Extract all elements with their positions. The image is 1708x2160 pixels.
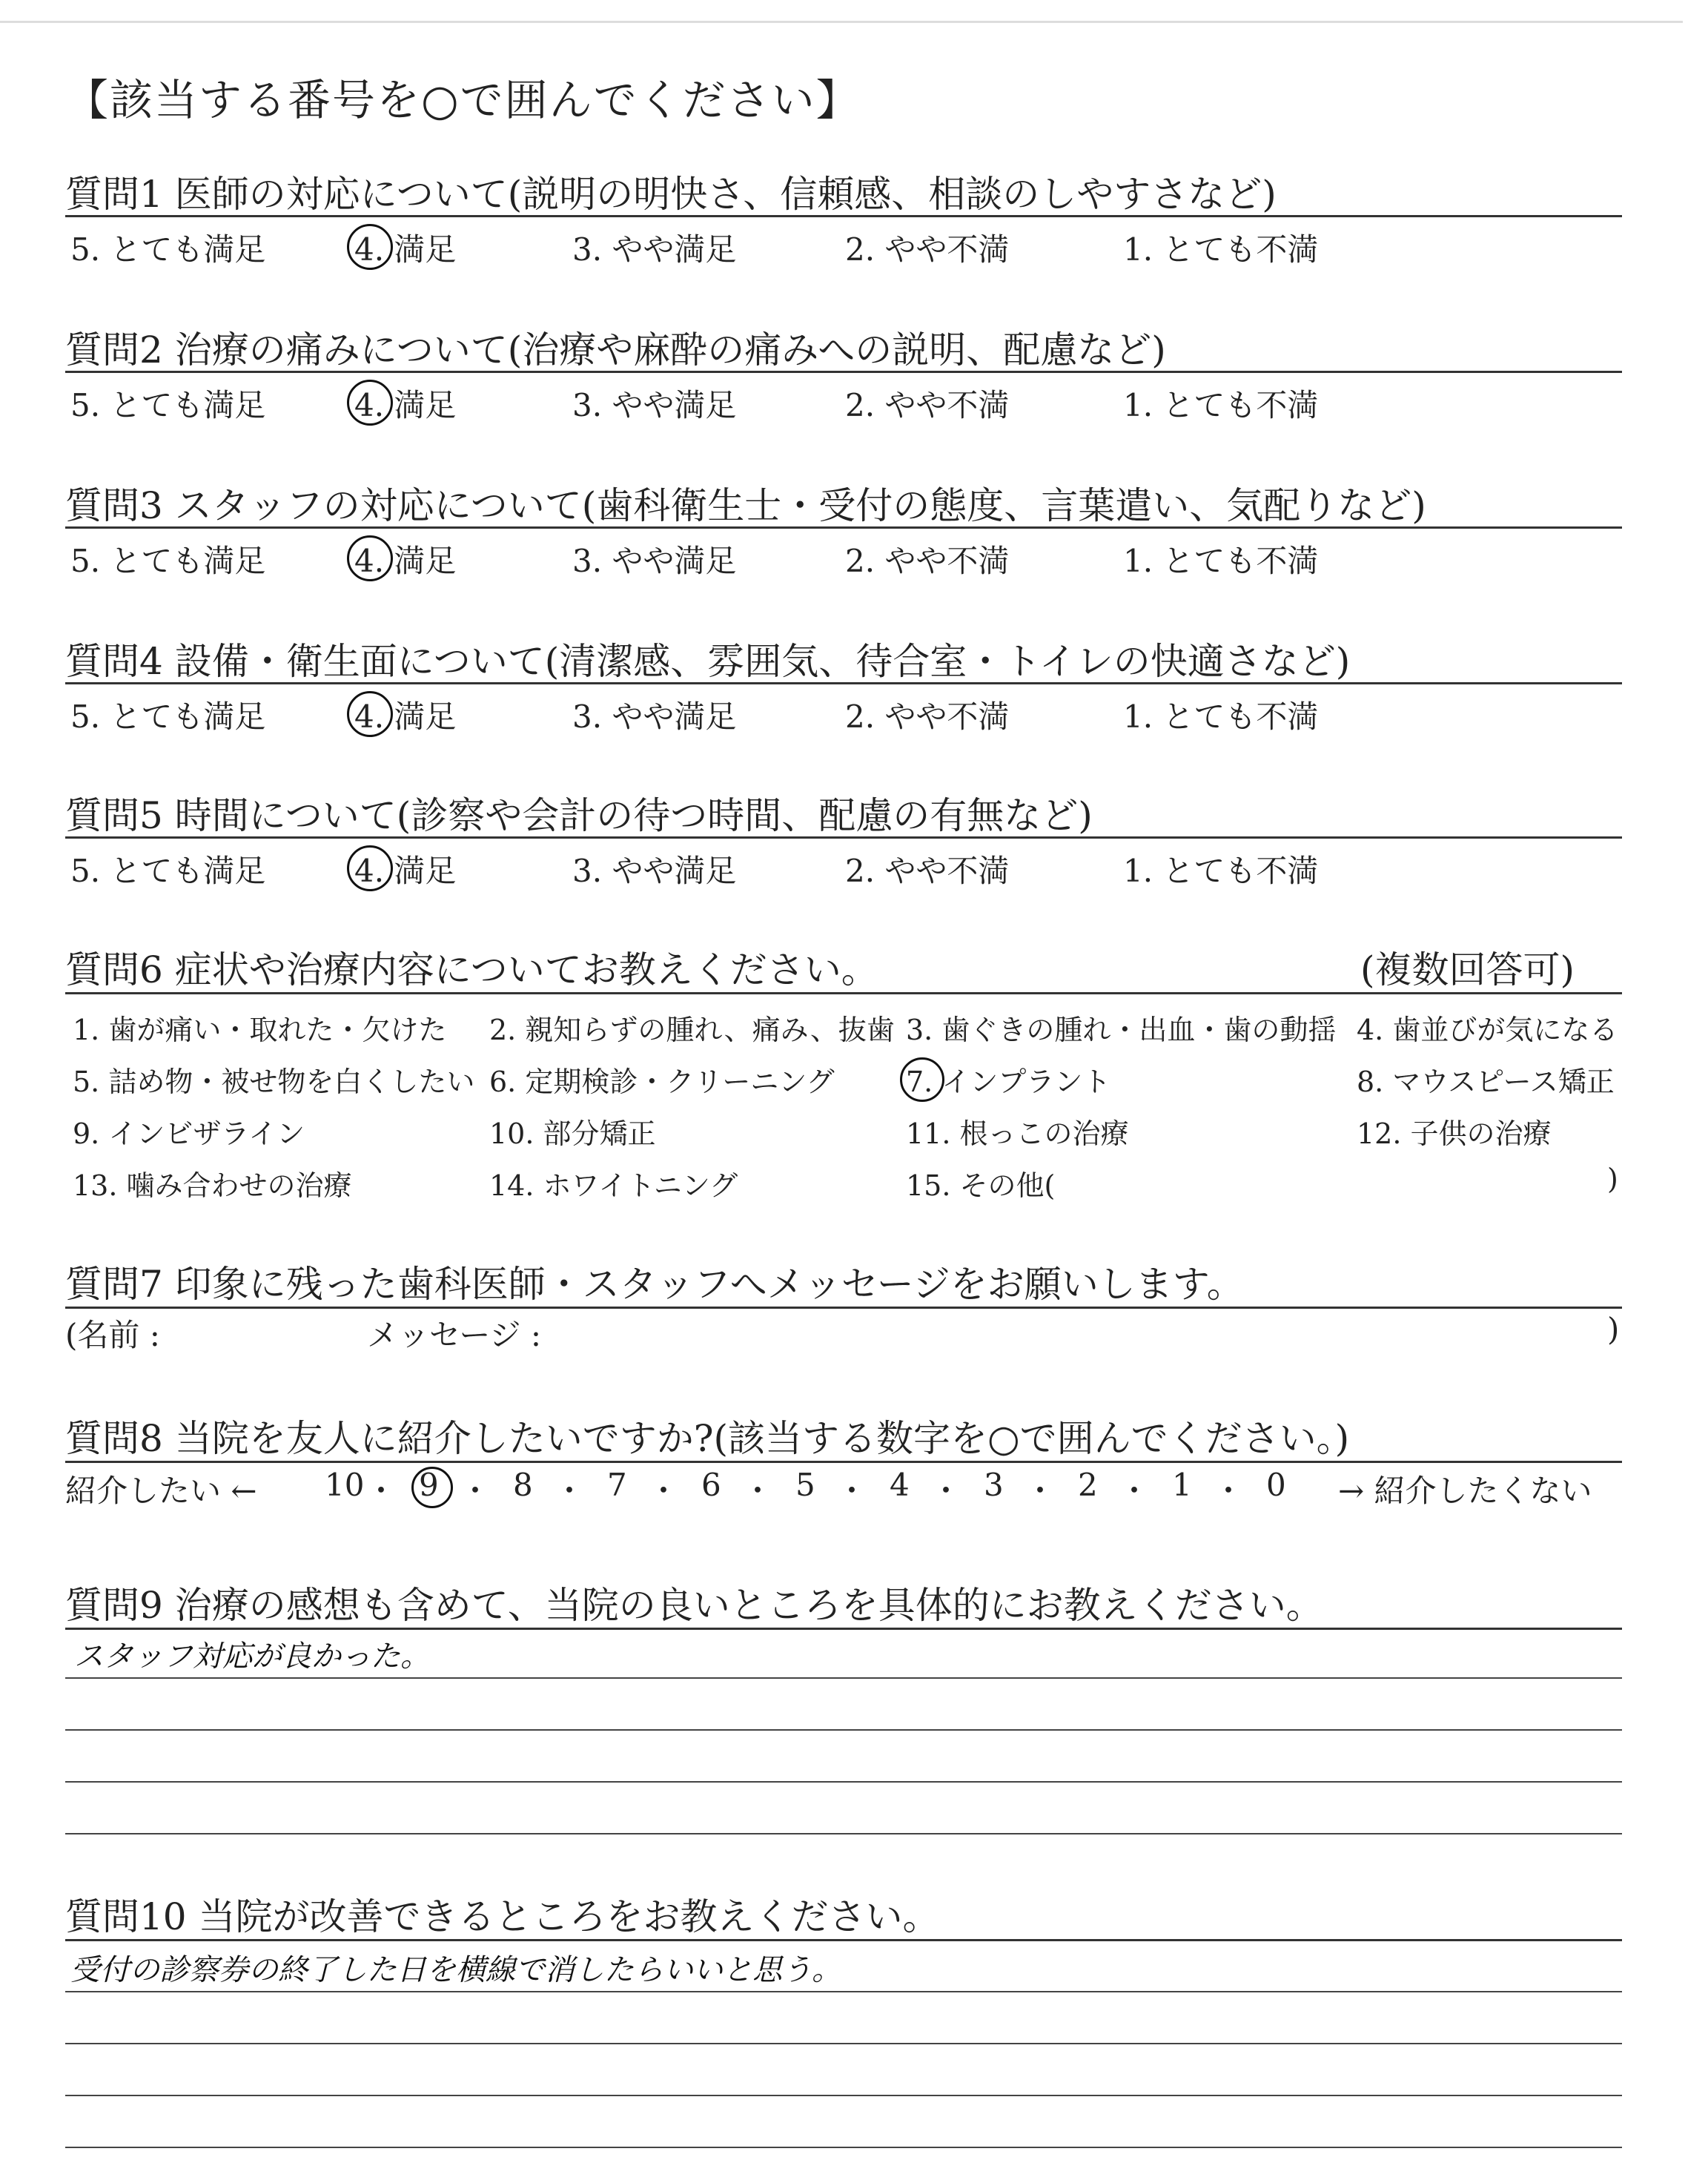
q1-option[interactable]: 1. とても不満 [1123,231,1319,268]
q8-scale-separator: ・ [1025,1473,1056,1509]
q10-rule [65,1939,1622,1941]
q8-scale-separator: ・ [1213,1473,1245,1509]
q2-option[interactable]: 4. 満足 [354,387,457,423]
page-header: 【該当する番号を○で囲んでください】 [65,75,861,125]
q9-write-line [65,1781,1622,1783]
selection-circle-mark [347,535,393,581]
q8-right-label: → 紹介したくない [1338,1473,1592,1509]
q4-option[interactable]: 4. 満足 [354,698,457,735]
selection-circle-mark [347,691,393,737]
q9-write-line [65,1833,1622,1834]
q2-option[interactable]: 1. とても不満 [1123,387,1319,423]
q9-rule [65,1628,1622,1630]
q8-scale-value[interactable]: 5 [795,1467,815,1503]
q2-option[interactable]: 3. やや満足 [572,387,737,423]
q8-scale-value[interactable]: 9 [419,1467,439,1503]
q8-scale-value[interactable]: 6 [701,1467,721,1503]
q8-scale-separator: ・ [836,1473,868,1509]
selection-circle-mark [900,1057,944,1102]
q7-close-paren: ) [1607,1311,1620,1347]
q10-write-line [65,1991,1622,1992]
q4-rule [65,682,1622,684]
q5-option[interactable]: 4. 満足 [354,853,457,889]
q6-option[interactable]: 9. インビザライン [73,1117,305,1150]
q8-scale-value[interactable]: 3 [984,1467,1004,1503]
q1-option[interactable]: 2. やや不満 [845,231,1010,268]
q3-title: 質問3 スタッフの対応について(歯科衛生士・受付の態度、言葉遣い、気配りなど) [65,484,1426,527]
q8-scale-separator: ・ [648,1473,680,1509]
q3-rule [65,526,1622,529]
q2-title: 質問2 治療の痛みについて(治療や麻酔の痛みへの説明、配慮など) [65,328,1166,371]
q3-option[interactable]: 3. やや満足 [572,543,737,579]
q8-scale-value[interactable]: 4 [890,1467,910,1503]
q8-scale-value[interactable]: 2 [1078,1467,1098,1503]
q5-option[interactable]: 5. とても満足 [70,853,266,889]
q9-write-line [65,1729,1622,1731]
q1-title: 質問1 医師の対応について(説明の明快さ、信頼感、相談のしやすさなど) [65,173,1277,216]
q8-scale-value[interactable]: 10 [325,1467,365,1503]
selection-circle-mark [347,224,393,270]
q6-rule [65,992,1622,994]
selection-circle-mark [411,1467,453,1508]
q8-scale-separator: ・ [1119,1473,1151,1509]
q7-name-label: (名前 : [65,1317,160,1353]
q5-rule [65,836,1622,839]
q6-option[interactable]: 4. 歯並びが気になる [1357,1014,1618,1046]
q6-option[interactable]: 2. 親知らずの腫れ、痛み、抜歯 [489,1014,895,1046]
selection-circle-mark [347,845,393,891]
q7-message-label: メッセージ : [367,1317,541,1353]
q9-title: 質問9 治療の感想も含めて、当院の良いところを具体的にお教えください。 [65,1584,1323,1627]
q10-write-line [65,2043,1622,2044]
q3-option[interactable]: 1. とても不満 [1123,543,1319,579]
q6-option[interactable]: 10. 部分矯正 [489,1117,656,1150]
q2-option[interactable]: 5. とても満足 [70,387,266,423]
q4-option[interactable]: 5. とても満足 [70,698,266,735]
q8-scale-separator: ・ [460,1473,491,1509]
q1-option[interactable]: 5. とても満足 [70,231,266,268]
q9-write-line [65,1677,1622,1679]
q4-option[interactable]: 3. やや満足 [572,698,737,735]
q7-title: 質問7 印象に残った歯科医師・スタッフへメッセージをお願いします。 [65,1263,1244,1306]
q10-title: 質問10 当院が改善できるところをお教えください。 [65,1895,940,1938]
q4-option[interactable]: 2. やや不満 [845,698,1010,735]
q6-option[interactable]: 14. ホワイトニング [489,1169,738,1202]
q6-option[interactable]: 3. 歯ぐきの腫れ・出血・歯の動揺 [906,1014,1337,1046]
q10-write-line [65,2147,1622,2148]
q8-scale-value[interactable]: 1 [1172,1467,1192,1503]
q8-left-label: 紹介したい ← [65,1473,257,1509]
q5-option[interactable]: 1. とても不満 [1123,853,1319,889]
q6-option[interactable]: 15. その他( [906,1169,1056,1202]
q1-option[interactable]: 3. やや満足 [572,231,737,268]
q6-title: 質問6 症状や治療内容についてお教えください。 [65,948,878,991]
top-border [0,21,1683,23]
q5-title: 質問5 時間について(診察や会計の待つ時間、配慮の有無など) [65,794,1093,837]
q6-option[interactable]: 12. 子供の治療 [1357,1117,1552,1150]
q3-option[interactable]: 5. とても満足 [70,543,266,579]
q7-rule [65,1307,1622,1309]
q6-option[interactable]: 6. 定期検診・クリーニング [489,1066,835,1098]
q6-option[interactable]: 13. 噛み合わせの治療 [73,1169,352,1202]
q8-scale-value[interactable]: 0 [1266,1467,1286,1503]
q1-option[interactable]: 4. 満足 [354,231,457,268]
q1-rule [65,215,1622,217]
q5-option[interactable]: 2. やや不満 [845,853,1010,889]
q6-option[interactable]: 7. インプラント [906,1066,1111,1098]
q9-handwritten-answer: スタッフ対応が良かった。 [74,1639,430,1674]
q3-option[interactable]: 4. 満足 [354,543,457,579]
q8-scale-value[interactable]: 7 [607,1467,627,1503]
q8-scale-separator: ・ [930,1473,962,1509]
q6-note: (複数回答可) [1360,948,1575,991]
q6-option[interactable]: 11. 根っこの治療 [906,1117,1129,1150]
q6-option[interactable]: 1. 歯が痛い・取れた・欠けた [73,1014,447,1046]
q8-scale-separator: ・ [365,1473,397,1509]
selection-circle-mark [347,380,393,426]
q2-option[interactable]: 2. やや不満 [845,387,1010,423]
q8-scale-separator: ・ [742,1473,774,1509]
q3-option[interactable]: 2. やや不満 [845,543,1010,579]
q6-option[interactable]: ) [1607,1163,1618,1195]
q10-handwritten-answer: 受付の診察券の終了した日を横線で消したらいいと思う。 [70,1953,841,1987]
q8-scale-separator: ・ [554,1473,586,1509]
q2-rule [65,371,1622,373]
q6-option[interactable]: 5. 詰め物・被せ物を白くしたい [73,1066,475,1098]
q8-rule [65,1461,1622,1463]
q4-option[interactable]: 1. とても不満 [1123,698,1319,735]
q6-option[interactable]: 8. マウスピース矯正 [1357,1066,1615,1098]
q8-title: 質問8 当院を友人に紹介したいですか?(該当する数字を○で囲んでください。) [65,1417,1350,1460]
q10-write-line [65,2095,1622,2096]
q8-scale-value[interactable]: 8 [513,1467,533,1503]
q4-title: 質問4 設備・衛生面について(清潔感、雰囲気、待合室・トイレの快適さなど) [65,640,1351,683]
q5-option[interactable]: 3. やや満足 [572,853,737,889]
